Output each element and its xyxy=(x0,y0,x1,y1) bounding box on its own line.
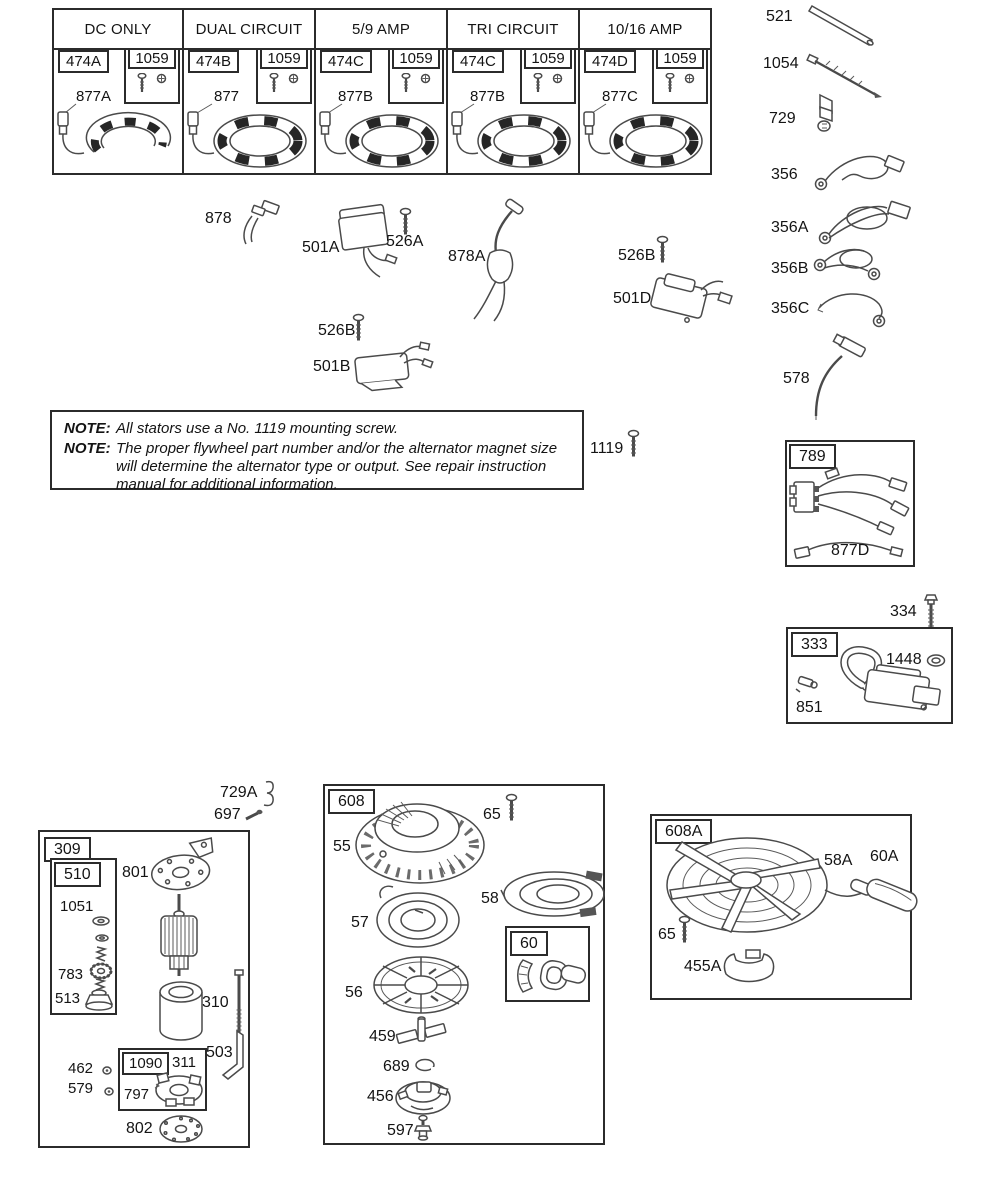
stator-panels-row xyxy=(52,8,712,175)
recoil-608-box xyxy=(323,784,605,1145)
screw-kit-box xyxy=(124,48,180,104)
stator-number: 877A xyxy=(76,88,112,105)
wire-356-illustration xyxy=(812,148,908,198)
stator-illustration xyxy=(582,104,708,172)
kit-number: 1059 xyxy=(128,48,176,69)
panel-dual-circuit xyxy=(184,8,316,175)
part-label-58a: 58A xyxy=(824,852,853,869)
part-label-801: 801 xyxy=(122,864,149,881)
part-label-60a: 60A xyxy=(870,848,899,865)
stator-number: 877C xyxy=(602,88,638,105)
nut-icon xyxy=(102,1066,112,1075)
part-label-697: 697 xyxy=(214,806,241,823)
part-label-462: 462 xyxy=(68,1060,94,1077)
part-label-65: 65 xyxy=(483,806,501,823)
connector-878-illustration xyxy=(240,198,282,248)
part-label-455a: 455A xyxy=(684,958,722,975)
wire-356a-illustration xyxy=(815,198,921,248)
part-label-1054: 1054 xyxy=(763,55,799,72)
stator-illustration xyxy=(186,104,312,172)
part-label-503: 503 xyxy=(206,1044,233,1061)
part-label-526b-2: 526B xyxy=(618,247,656,264)
part-label-878a: 878A xyxy=(448,248,486,265)
blower-housing-illustration xyxy=(353,790,491,888)
panel-title: 10/16 AMP xyxy=(580,10,710,50)
bolt-icon xyxy=(684,73,695,85)
part-label-311: 311 xyxy=(172,1054,196,1071)
spring-57-illustration xyxy=(373,882,461,952)
part-label-597: 597 xyxy=(387,1122,414,1139)
screw-icon xyxy=(533,73,543,97)
lead-878a-illustration xyxy=(468,197,526,333)
stator-number: 877B xyxy=(470,88,506,105)
box-label-608a: 608A xyxy=(655,819,712,844)
spring-58-illustration xyxy=(500,868,608,920)
ratchet-illustration xyxy=(393,1072,453,1116)
pulley-illustration xyxy=(371,954,471,1016)
part-label-797: 797 xyxy=(124,1086,150,1103)
part-label-1448: 1448 xyxy=(886,651,922,668)
part-label-356c: 356C xyxy=(771,300,810,317)
part-label-456: 456 xyxy=(367,1088,394,1105)
kit-number: 1059 xyxy=(392,48,440,69)
panel-dc-only xyxy=(52,8,184,175)
panel-title: DC ONLY xyxy=(54,10,182,50)
part-label-56: 56 xyxy=(345,984,363,1001)
starter-309-box xyxy=(38,830,250,1148)
note-tag: NOTE: xyxy=(64,440,111,457)
through-bolt-icon xyxy=(232,970,246,1036)
bolt-icon xyxy=(420,73,431,85)
kit-icons xyxy=(522,69,574,97)
box-label-1090: 1090 xyxy=(122,1052,169,1075)
drive-kit-510-box xyxy=(50,858,117,1015)
note-box xyxy=(50,410,584,493)
screw-icon xyxy=(401,73,411,97)
panel-5-9-amp xyxy=(316,8,448,175)
part-number-box: 474C xyxy=(320,50,372,73)
part-label-783: 783 xyxy=(58,966,84,983)
stator-partial-illustration xyxy=(56,104,182,172)
wire-578-illustration xyxy=(808,338,870,420)
part-label-729a: 729A xyxy=(220,784,258,801)
part-label-501d: 501D xyxy=(613,290,652,307)
starter-drive-illustration xyxy=(82,978,116,1014)
part-label-58: 58 xyxy=(481,890,499,907)
stator-illustration xyxy=(450,104,576,172)
wire-356c-illustration xyxy=(815,286,901,332)
screw-icon xyxy=(627,430,640,460)
part-label-57: 57 xyxy=(351,914,369,931)
screw-kit-box xyxy=(520,48,576,104)
end-cap-illustration xyxy=(148,836,220,894)
note-tag: NOTE: xyxy=(64,420,111,437)
box-label-309: 309 xyxy=(44,837,91,862)
note-1 xyxy=(64,420,572,438)
box-label-510: 510 xyxy=(54,862,101,887)
screw-icon xyxy=(678,916,691,946)
part-label-459: 459 xyxy=(369,1028,396,1045)
regulator-501d-illustration xyxy=(643,270,735,328)
part-label-521: 521 xyxy=(766,8,793,25)
screw-icon xyxy=(399,208,412,238)
box-label-333: 333 xyxy=(791,632,838,657)
terminal-illustration xyxy=(812,93,840,137)
screw-kit-box xyxy=(652,48,708,104)
bracket-illustration xyxy=(222,1030,248,1084)
clip-icon xyxy=(260,780,278,806)
part-label-878: 878 xyxy=(205,210,232,227)
box-label-789: 789 xyxy=(789,444,836,469)
brush-kit-1090-box xyxy=(118,1048,207,1111)
part-label-334: 334 xyxy=(890,603,917,620)
part-number-box: 474D xyxy=(584,50,636,73)
kit-icons xyxy=(258,69,310,97)
plate-802-illustration xyxy=(158,1112,204,1146)
stator-number: 877B xyxy=(338,88,374,105)
part-label-802: 802 xyxy=(126,1120,153,1137)
box-label-608: 608 xyxy=(328,789,375,814)
kit-number: 1059 xyxy=(260,48,308,69)
kit-icons xyxy=(126,69,178,97)
starter-housing-illustration xyxy=(158,980,204,1042)
screw-icon xyxy=(137,73,147,97)
screw-icon xyxy=(242,808,264,822)
screw-kit-box xyxy=(388,48,444,104)
kit-number: 1059 xyxy=(656,48,704,69)
part-label-55: 55 xyxy=(333,838,351,855)
screw-icon xyxy=(269,73,279,97)
part-label-578: 578 xyxy=(783,370,810,387)
part-label-356a: 356A xyxy=(771,219,809,236)
part-label-501b: 501B xyxy=(313,358,351,375)
recoil-assembly-608a-box xyxy=(650,814,912,1000)
panel-title: 5/9 AMP xyxy=(316,10,446,50)
panel-title: TRI CIRCUIT xyxy=(448,10,578,50)
grip-kit-60-box xyxy=(505,926,590,1002)
wire-356b-illustration xyxy=(812,243,904,287)
part-label-1119: 1119 xyxy=(590,440,624,457)
kit-number: 1059 xyxy=(524,48,572,69)
regulator-501b-illustration xyxy=(340,335,432,395)
part-label-310: 310 xyxy=(202,994,229,1011)
stator-number: 877 xyxy=(214,88,240,105)
brush-plate-illustration xyxy=(154,1066,204,1110)
screw-icon xyxy=(505,794,518,824)
washer-icon xyxy=(104,1087,114,1096)
washer-icon xyxy=(92,916,110,926)
part-label-356b: 356B xyxy=(771,260,809,277)
washer-icon xyxy=(95,934,109,942)
part-label-729: 729 xyxy=(769,110,796,127)
panel-tri-circuit xyxy=(448,8,580,175)
part-label-501a: 501A xyxy=(302,239,340,256)
kit-icons xyxy=(654,69,706,97)
part-number-box: 474C xyxy=(452,50,504,73)
kit-icons xyxy=(390,69,442,97)
pawl-illustration xyxy=(397,1016,447,1050)
part-number-box: 474B xyxy=(188,50,239,73)
part-label-877d: 877D xyxy=(831,542,870,559)
ignition-coil-illustration xyxy=(814,641,949,719)
part-label-689: 689 xyxy=(383,1058,410,1075)
note-2 xyxy=(64,440,572,494)
part-label-851: 851 xyxy=(796,699,823,716)
harness-789-illustration xyxy=(790,468,914,534)
part-label-526a: 526A xyxy=(386,233,424,250)
bolt-icon xyxy=(552,73,563,85)
screw-icon xyxy=(656,236,669,266)
panel-10-16-amp xyxy=(580,8,712,175)
stator-illustration xyxy=(318,104,444,172)
part-label-526b-1: 526B xyxy=(318,322,356,339)
part-label-356: 356 xyxy=(771,166,798,183)
grip-parts-illustration xyxy=(511,952,589,1002)
rod-illustration xyxy=(808,4,880,52)
armature-illustration xyxy=(155,894,203,978)
part-label-579: 579 xyxy=(68,1080,94,1097)
part-label-1051: 1051 xyxy=(60,898,94,915)
part-label-513: 513 xyxy=(55,990,81,1007)
bolt-icon xyxy=(288,73,299,85)
bolt-597-icon xyxy=(413,1114,433,1142)
note-text: All stators use a No. 1119 mounting screw. xyxy=(116,420,399,437)
harness-789-box xyxy=(785,440,915,567)
panel-title: DUAL CIRCUIT xyxy=(184,10,314,50)
screw-icon xyxy=(665,73,675,97)
part-number-box: 474A xyxy=(58,50,109,73)
box-label-60: 60 xyxy=(510,931,548,956)
ignition-333-box xyxy=(786,627,953,724)
bolt-icon xyxy=(156,73,167,85)
part-label-65-assembly: 65 xyxy=(658,926,676,943)
screw-kit-box xyxy=(256,48,312,104)
note-text: The proper flywheel part number and/or the alternator magnet size will determine the alternator type or output. See repair instruction manual for additional information. xyxy=(116,440,558,493)
